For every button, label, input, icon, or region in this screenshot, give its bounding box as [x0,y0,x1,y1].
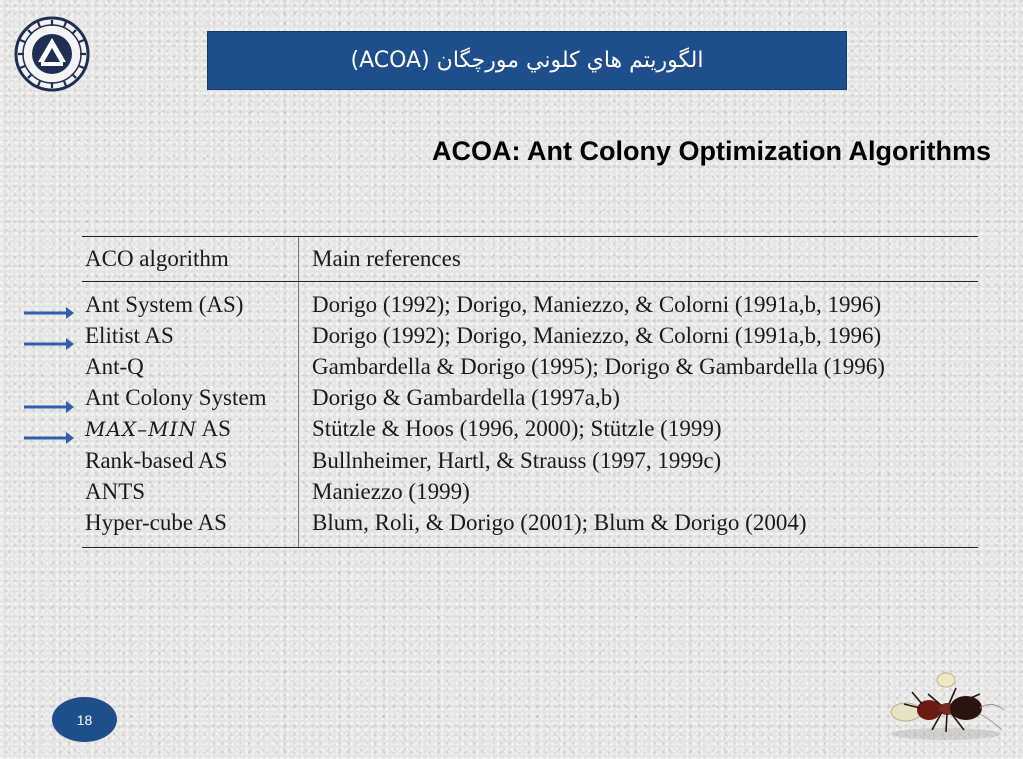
page-number: 18 [76,711,93,728]
references-cell: Bullnheimer, Hartl, & Strauss (1997, 1999c) [312,447,722,473]
table-body [82,282,978,547]
university-logo [14,16,90,92]
table-bottom-rule [82,547,978,548]
references-cell: Gambardella & Dorigo (1995); Dorigo & Gambardella (1996) [312,353,885,379]
aco-algorithms-table [82,236,978,548]
references-cell: Maniezzo (1999) [312,478,470,504]
page-number-badge [52,697,117,742]
slide-title-bar [207,31,847,90]
table-header-row [82,237,978,281]
ant-illustration [884,664,1008,744]
references-cell: Dorigo & Gambardella (1997a,b) [312,385,620,411]
column-header-references: Main references [312,246,461,271]
max-min-label: MAX–MIN [85,417,198,442]
references-cell: Stützle & Hoos (1996, 2000); Stützle (1999) [312,416,722,442]
table-row [82,351,978,382]
references-cell: Dorigo (1992); Dorigo, Maniezzo, & Colorni (1991a,b, 1996) [312,322,882,348]
references-cell: Dorigo (1992); Dorigo, Maniezzo, & Colorni (1991a,b, 1996) [312,291,882,317]
table-row [82,445,978,476]
algorithm-cell: ANTS [85,478,146,504]
column-header-algorithm: ACO algorithm [85,246,229,271]
right-arrow-icon [24,306,74,320]
algorithm-cell: Ant System (AS) [85,291,244,317]
table-row [82,289,978,320]
algorithm-cell [82,416,298,442]
references-cell: Blum, Roli, & Dorigo (2001); Blum & Dorigo (2004) [312,509,807,535]
algorithm-cell: Ant-Q [85,353,144,379]
algorithm-cell: Hyper-cube AS [85,509,227,535]
right-arrow-icon [24,431,74,445]
slide-subtitle: ACOA: Ant Colony Optimization Algorithms [432,136,991,166]
table-row [82,507,978,538]
right-arrow-icon [24,337,74,351]
slide-title: الگوريتم هاي کلوني مورچگان (ACOA) [350,48,704,73]
algorithm-cell: Ant Colony System [85,385,267,411]
algorithm-suffix: AS [201,416,231,442]
table-row [82,476,978,507]
table-row [82,383,978,414]
table-row [82,320,978,351]
right-arrow-icon [24,400,74,414]
table-row [82,414,978,445]
algorithm-cell: Elitist AS [85,322,174,348]
algorithm-cell: Rank-based AS [85,447,228,473]
